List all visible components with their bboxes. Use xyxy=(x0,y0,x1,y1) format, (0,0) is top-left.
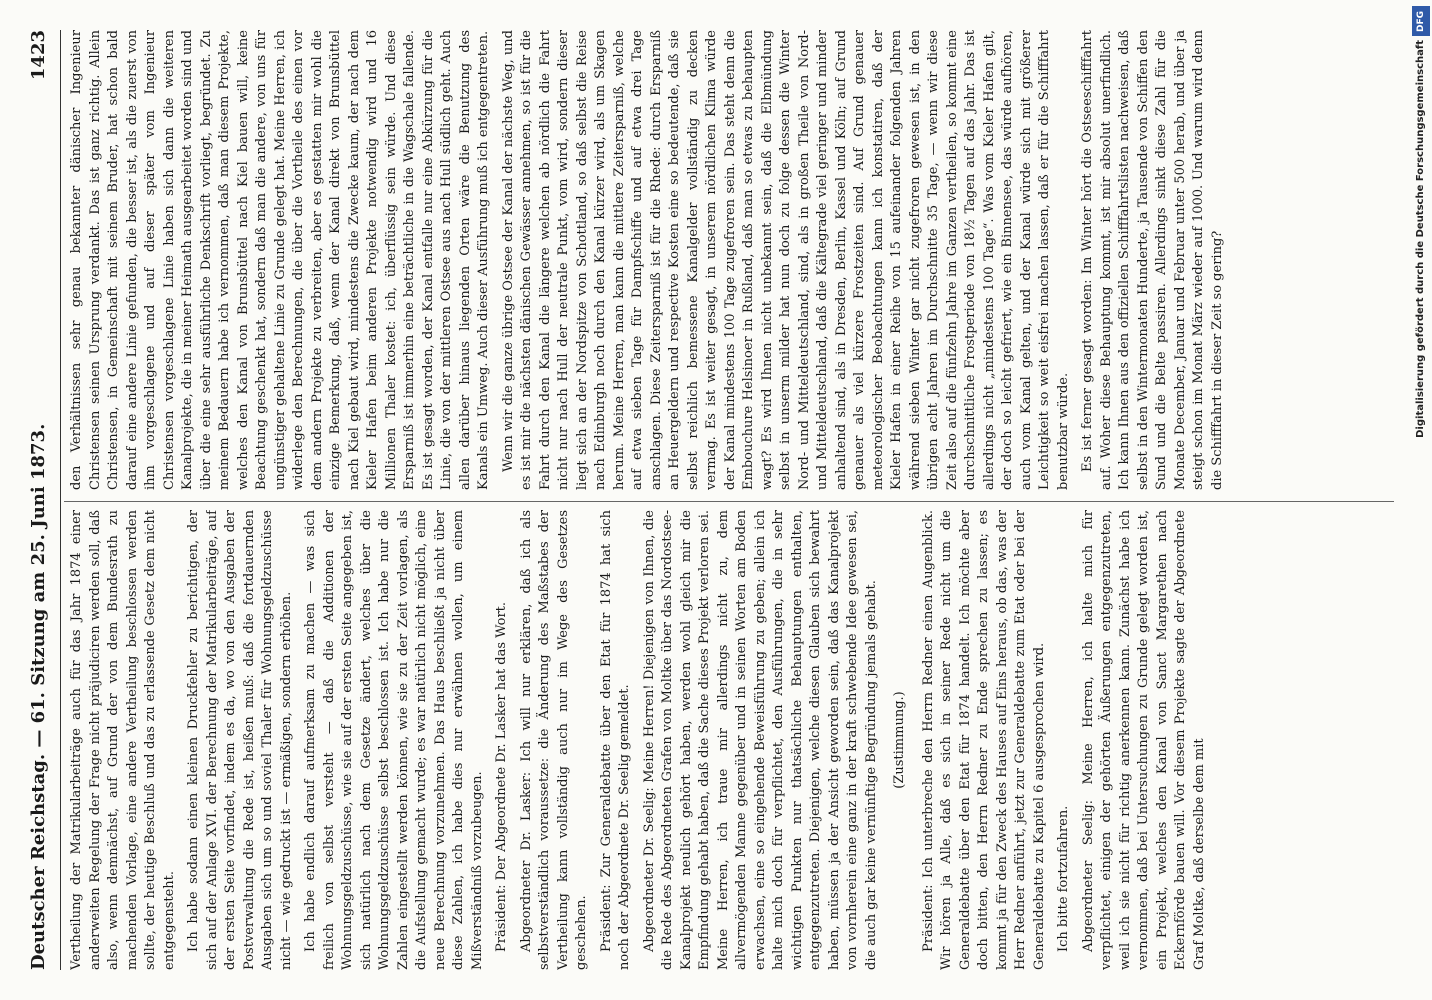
paragraph: den Verhältnissen sehr genau bekannter dänischer Ingenieur Christensen seinen Ursprung verdankt. Das ist ganz richtig. Allein Christensen, in Gemeinschaft mit seinem Bruder, hat schon bald darauf eine andere Linie gefunden, die besser ist, als die zuerst von ihm vorgeschlagene und auf dieser später vom Ingenieur Christensen vorgeschlagene Linie haben sich dann die weiteren Kanalprojekte, die in meiner Heimath ausgearbeitet worden sind und über die eine sehr ausführliche Denkschrift vorliegt, begründet. Zu meinem Bedauern habe ich vernommen, daß man diesem Projekte, welches den Kanal von Brunsbüttel nach Kiel bauen will, keine Beachtung geschenkt hat, sondern daß man die andere, von uns für ungünstiger gehaltene Linie zu Grunde gelegt hat. Meine Herren, ich widerlege den Berechnungen, die über die Vortheile des einen vor dem andern Projekte zu verbreiten, aber es gestatten mir wohl die einzige Bemerkung, daß, wenn der Kanal direkt von Brunsbüttel nach Kiel gebaut wird, mindestens die Zwecke kaum, der nach dem Kieler Hafen beim anderen Projekte notwendig wird und 16 Millionen Thaler kostet: ich, überflüssig sein würde. Und diese Ersparniß ist immerhin eine beträchtliche in die Wagschale fallende. Es ist gesagt worden, der Kanal entfalle nur eine Abkürzung für die Linie, die von der mittleren Ostsee aus nach Hull südlich geht. Auch allen darüber hinaus liegenden Orten wäre die Benutzung des Kanals ein Umweg. Auch dieser Ausführung muß ich entgegentreten. xyxy=(69,30,491,490)
paragraph: Präsident: Der Abgeordnete Dr. Lasker hat das Wort. xyxy=(494,601,509,952)
paragraph: Abgeordneter Dr. Seelig: Meine Herren! Diejenigen von Ihnen, die die Rede des Abgeordneten Grafen von Moltke über das Nordostsee-Kanalprojekt neulich gehört haben, werden wohl gleich mir die Empfindung gehabt haben, daß die Sache dieses Projekt verloren sei. Meine Herren, ich traue mir allerdings nicht zu, dem allvermögenden Manne gegenüber und in seinen Worten am Boden erwachsen, eine so eingehende Beweisführung zu geben; allein ich halte mich doch für verpflichtet, den Ausführungen, die in sehr wichtigen Punkten nur thatsächliche Behauptungen enthalten, entgegenzutreten. Diejenigen, welche diesen Glauben sich bewahrt haben, müssen ja der Ansicht geworden sein, daß das Kanalprojekt von vornherein eine ganz in der kraft schwebende Idee gewesen sei, die auch gar keine vernünftige Begründung jemals gehabt. xyxy=(641,510,879,970)
paragraph: Abgeordneter Seelig: Meine Herren, ich halte mich für verpflichtet, einigen der gehörten Äußerungen entgegenzutreten, weil ich sie nicht für richtig anerkennen kann. Zunächst habe ich vernommen, daß bei Untersuchungen zu Grunde gelegt worden ist, ein Projekt, welches den Kanal von Sanct Margarethen nach Eckernförde bauen will. Vor diesem Projekte sagte der Abgeordnete Graf Moltke, daß derselbe dem mit xyxy=(1080,510,1207,970)
paragraph: Ich habe sodann einen kleinen Druckfehler zu berichtigen, der sich auf der Anlage XVI. der Berechnung der Matrikularbeiträge, auf der ersten Seite vorfindet, indem es da, wo von den Ausgaben der Postverwaltung die Rede ist, heißen muß: daß die fortdauernden Ausgaben sich um so und soviel Thaler für Wohnungsgeldzuschüsse nicht — wie gedruckt ist — ermäßigen, sondern erhöhen. xyxy=(186,510,294,970)
paragraph: Wenn wir die ganze übrige Ostsee der Kanal der nächste Weg, und es ist mir die nächsten dänischen Gewässer annehmen, so ist für die Fahrt durch den Kanal die längere welchen ab nördlich die Fahrt nicht nur nach Hull der neutrale Punkt, vom wird, sondern dieser liegt sich an der Nordspitze von Schottland, so daß selbst die Reise nach Edinburgh noch durch den Kanal kürzer wird, als um Skagen herum. Meine Herren, man kann die mittlere Zeitersparniß, welche auf etwa sieben Tage für Dampfschiffe und auf etwa drei Tage anschlagen. Diese Zeitersparniß ist für die Rhede: durch Ersparniß an Heuergeldern und respective Kosten eine so bedeutende, daß sie selbst reichlich bemessene Kanalgelder vollständig zu decken vermag. Es ist weiter gesagt, in unserem nördlichen Klima würde der Kanal mindestens 100 Tage zugefroren sein. Das steht denn die Embouchure Helsinoer in Rußland, daß man so etwas zu behaupten wagt? Es wird Ihnen nicht unbekannt sein, daß die Elbmündung selbst in unserm milder hat nun doch zu folge dessen die Winter Nord- und Mitteldeutschland, sind, als in großen Theile von Nord- und Mitteldeutschland, daß die Kältegrade viel geringer und minder anhaltend sind, als in Dresden, Berlin, Kassel und Köln; auf Grund genauer als viel kürzere Frostzeiten sind. Auf Grund genauer meteorologischer Beobachtungen kann ich konstatiren, daß der Kieler Hafen in einer Reihe von 15 aufeinander folgenden Jahren während sieben Winter gar nicht zugefroren gewesen ist, in den übrigen acht Jahren im Durchschnitte 35 Tage, — wenn wir diese Zeit also auf die fünfzehn Jahre im Ganzen vertheilen, so kommt eine durchschnittliche Frostperiode von 18½ Tagen auf das Jahr. Das ist allerdings nicht „mindestens 100 Tage“. Was vom Kieler Hafen gilt, der doch so leicht gefriert, wie ein Binnensee, das würde aufhören, auch vom Kanal gelten, und der Kanal würde sich mit größerer Leichtigkeit so weit eisfrei machen lassen, daß er für die Schifffahrt benutzbar würde. xyxy=(500,30,1071,490)
column-divider xyxy=(64,501,1394,502)
right-column xyxy=(68,30,1408,490)
interjection: (Zustimmung.) xyxy=(892,691,907,789)
header-title: Deutscher Reichstag. — 61. Sitzung am 25. Juni 1873. xyxy=(28,423,49,970)
paragraph: Präsident: Ich unterbreche den Herrn Redner einen Augenblick. Wir hören ja Alle, daß es sich in seiner Rede nicht um die Generaldebatte über den Etat für 1874 handelt. Ich möchte aber doch bitten, den Herrn Redner zu Ende sprechen zu lassen; es kommt ja für den Zweck des Hauses auf Eins heraus, ob das, was der Herr Redner anführt, jetzt zur Generaldebatte zum Etat oder bei der Generaldebatte zu Kapitel 6 ausgesprochen wird. xyxy=(920,510,1047,970)
paragraph: Ich bitte fortzufahren. xyxy=(1056,805,1071,952)
paragraph: Vertheilung der Matrikularbeiträge auch für das Jahr 1874 einer anderweiten Regelung der Frage nicht präjudiciren werden soll, daß also, wenn demnächst, auf Grund der von dem Bundesrath zu machenden Vorlage, eine andere Vertheilung beschlossen werden sollte, der heutige Beschluß und das zu erlassende Gesetz dem nicht entgegensteht. xyxy=(69,510,177,970)
paragraph: Präsident: Zur Generaldebatte über den Etat für 1874 hat sich noch der Abgeordnete Dr. Seelig gemeldet. xyxy=(598,510,632,970)
paragraph: Abgeordneter Dr. Lasker: Ich will nur erklären, daß ich als selbstverständlich voraussetze: die Änderung des Maßstabes der Vertheilung kann vollständig auch nur im Wege des Gesetzes geschehen. xyxy=(518,510,589,970)
dfg-logo-badge: DFG xyxy=(1412,6,1430,36)
paragraph: Ich habe endlich darauf aufmerksam zu machen — was sich freilich von selbst versteht — daß die Additionen der Wohnungsgeldzuschüsse, wie sie auf der ersten Seite angegeben ist, sich natürlich nach dem Gesetze ändert, welches über die Wohnungsgeldzuschüsse selbst beschlossen ist. Ich habe nur die Zahlen eingestellt werden können, wie sie zu der Zeit vorlagen, als die Aufstellung gemacht wurde; es war natürlich nicht möglich, eine neue Berechnung vorzunehmen. Das Haus beschließt ja nicht über diese Zahlen, ich habe dies nur erwähnen wollen, um einem Mißverständniß vorzubeugen. xyxy=(303,510,485,970)
left-column xyxy=(68,510,1408,970)
page-header xyxy=(20,30,61,970)
digitization-credit: Digitalisierung gefördert durch die Deutsche Forschungsgemeinschaft xyxy=(1415,40,1426,438)
paragraph: Es ist ferner gesagt worden: Im Winter hört die Ostseeschifffahrt auf. Woher diese Behauptung kommt, ist mir absolut unerfindlich. Ich kann Ihnen aus den offiziellen Schifffahrtslisten nachweisen, daß selbst in den Wintermonaten Hunderte, ja Tausende von Schiffen den Sund und die Belte passiren. Allerdings sinkt diese Zahl für die Monate December, Januar und Februar unter 500 herab, und über ja steigt schon im Monat März wieder auf 1000. Und warum wird denn die Schifffahrt in dieser Zeit so gering? xyxy=(1080,30,1225,490)
page-number: 1423 xyxy=(28,30,49,81)
